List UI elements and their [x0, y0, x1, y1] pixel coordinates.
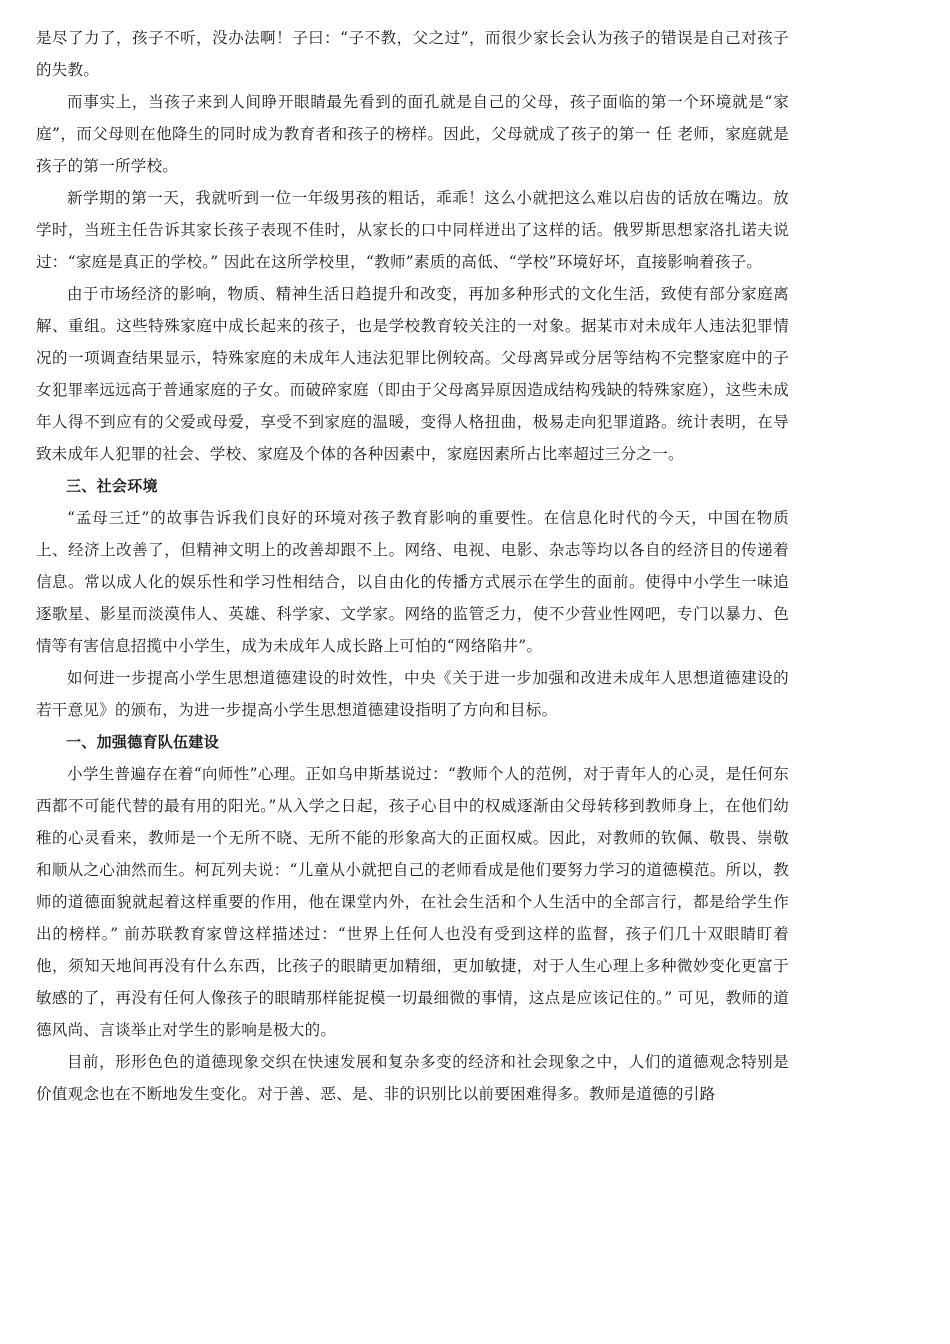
document-page — [36, 22, 789, 1110]
section-heading: 一、加强德育队伍建设 — [66, 733, 220, 751]
paragraph: 如何进一步提高小学生思想道德建设的时效性，中央《关于进一步加强和改进未成年人思想道德建设的若干意见》的颁布，为进一步提高小学生思想道德建设指明了方向和目标。 — [36, 669, 789, 719]
section-heading: 三、社会环境 — [66, 477, 158, 495]
paragraph: “孟母三迁”的故事告诉我们良好的环境对孩子教育影响的重要性。在信息化时代的今天，中国在物质上、经济上改善了，但精神文明上的改善却跟不上。网络、电视、电影、杂志等均以各自的经济目的传递着信息。常以成人化的娱乐性和学习性相结合，以自由化的传播方式展示在学生的面前。使得中小学生一味追逐歌星、影星而淡漠伟人、英雄、科学家、文学家。网络的监管乏力，使不少营业性网吧，专门以暴力、色情等有害信息招揽中小学生，成为未成年人成长路上可怕的“网络陷井”。 — [36, 509, 789, 655]
paragraph: 小学生普遍存在着“向师性”心理。正如乌申斯基说过：“教师个人的范例，对于青年人的心灵，是任何东西都不可能代替的最有用的阳光。”从入学之日起，孩子心目中的权威逐渐由父母转移到教师身上，在他们幼稚的心灵看来，教师是一个无所不晓、无所不能的形象高大的正面权威。因此，对教师的钦佩、敬畏、崇敬和顺从之心油然而生。柯瓦列夫说：“儿童从小就把自己的老师看成是他们要努力学习的道德模范。所以，教师的道德面貌就起着这样重要的作用，他在课堂内外，在社会生活和个人生活中的全部言行，都是给学生作出的榜样。” 前苏联教育家曾这样描述过：“世界上任何人也没有受到这样的监督，孩子们几十双眼睛盯着他，须知天地间再没有什么东西，比孩子的眼睛更加精细，更加敏捷，对于人生心理上多种微妙变化更富于敏感的了，再没有任何人像孩子的眼睛那样能捉模一切最细微的事情，这点是应该记住的。” 可见，教师的道德风尚、言谈举止对学生的影响是极大的。 — [36, 765, 789, 1039]
paragraph: 目前，形形色色的道德现象交织在快速发展和复杂多变的经济和社会现象之中，人们的道德观念特别是价值观念也在不断地发生变化。对于善、恶、是、非的识别比以前要困难得多。教师是道德的引路 — [36, 1053, 789, 1103]
paragraph: 而事实上，当孩子来到人间睁开眼睛最先看到的面孔就是自己的父母，孩子面临的第一个环境就是“家庭”，而父母则在他降生的同时成为教育者和孩子的榜样。因此，父母就成了孩子的第一 任 老师，家庭就是孩子的第一所学校。 — [36, 93, 789, 175]
paragraph: 新学期的第一天，我就听到一位一年级男孩的粗话，乖乖！这么小就把这么难以启齿的话放在嘴边。放学时，当班主任告诉其家长孩子表现不佳时，从家长的口中同样迸出了这样的话。俄罗斯思想家洛扎诺夫说过：“家庭是真正的学校。” 因此在这所学校里，“教师”素质的高低、“学校”环境好坏，直接影响着孩子。 — [36, 189, 789, 271]
paragraph: 是尽了力了，孩子不听，没办法啊！子曰：“子不教，父之过”，而很少家长会认为孩子的错误是自己对孩子的失教。 — [36, 29, 789, 79]
paragraph: 由于市场经济的影响，物质、精神生活日趋提升和改变，再加多种形式的文化生活，致使有部分家庭离解、重组。这些特殊家庭中成长起来的孩子，也是学校教育较关注的一对象。据某市对未成年人违法犯罪情况的一项调查结果显示，特殊家庭的未成年人违法犯罪比例较高。父母离异或分居等结构不完整家庭中的子女犯罪率远远高于普通家庭的子女。而破碎家庭（即由于父母离异原因造成结构残缺的特殊家庭），这些未成年人得不到应有的父爱或母爱，享受不到家庭的温暖，变得人格扭曲，极易走向犯罪道路。统计表明，在导致未成年人犯罪的社会、学校、家庭及个体的各种因素中，家庭因素所占比率超过三分之一。 — [36, 285, 789, 463]
